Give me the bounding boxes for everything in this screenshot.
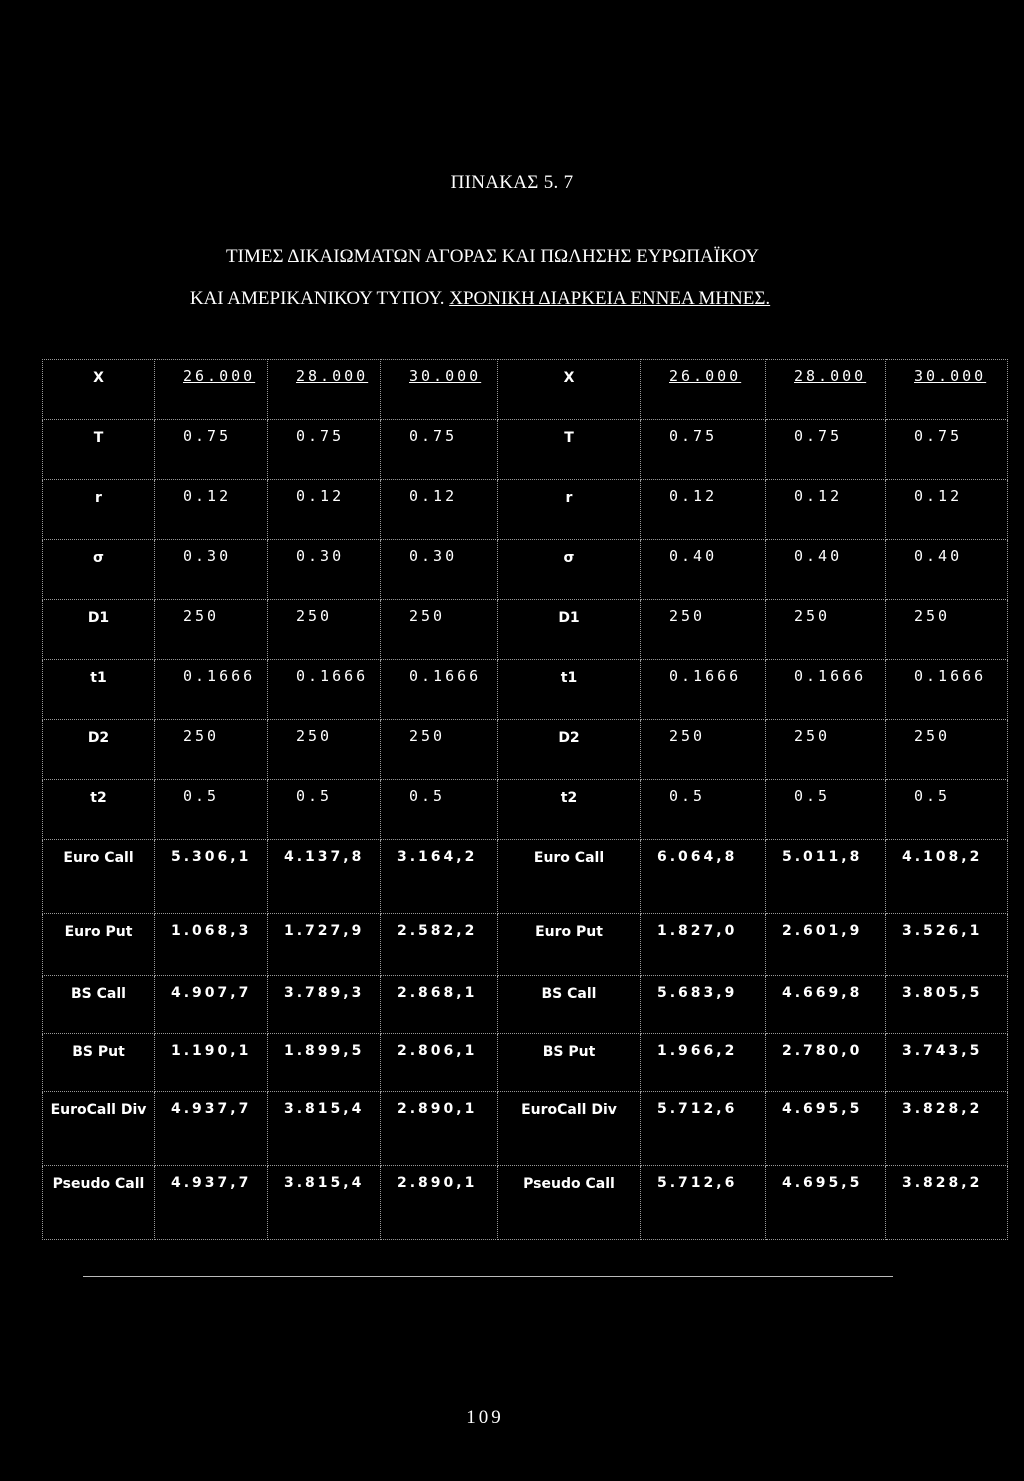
- row-label-right: t2: [498, 780, 641, 840]
- table-cell: 0.1666: [268, 660, 381, 720]
- row-label-right: EuroCall Div: [498, 1092, 641, 1166]
- table-cell: 0.40: [641, 540, 766, 600]
- table-cell: 3.815,4: [268, 1166, 381, 1240]
- table-row: [43, 660, 1008, 720]
- table-cell: 250: [886, 600, 1008, 660]
- table-cell: 0.5: [641, 780, 766, 840]
- table-cell: 0.75: [268, 420, 381, 480]
- row-label-right: Euro Call: [498, 840, 641, 914]
- table-cell: 0.5: [268, 780, 381, 840]
- table-cell: 250: [381, 600, 498, 660]
- row-label-left: σ: [43, 540, 155, 600]
- table-cell: 0.40: [886, 540, 1008, 600]
- table-cell: 2.780,0: [766, 1034, 886, 1092]
- table-cell: 3.164,2: [381, 840, 498, 914]
- table-cell: 0.1666: [766, 660, 886, 720]
- table-row: [43, 720, 1008, 780]
- table-cell: 2.806,1: [381, 1034, 498, 1092]
- table-cell: 1.068,3: [155, 914, 268, 976]
- table-cell: 3.828,2: [886, 1166, 1008, 1240]
- table-cell: 3.828,2: [886, 1092, 1008, 1166]
- table-cell: 4.937,7: [155, 1166, 268, 1240]
- row-label-right: X: [498, 360, 641, 420]
- row-label-left: Euro Call: [43, 840, 155, 914]
- row-label-left: EuroCall Div: [43, 1092, 155, 1166]
- table-row: [43, 1034, 1008, 1092]
- row-label-right: σ: [498, 540, 641, 600]
- table-row: [43, 780, 1008, 840]
- table-cell: 250: [766, 600, 886, 660]
- table-cell: 5.683,9: [641, 976, 766, 1034]
- table-cell: 4.108,2: [886, 840, 1008, 914]
- table-cell: 4.695,5: [766, 1092, 886, 1166]
- table-cell: 0.30: [155, 540, 268, 600]
- table-cell: 28.000: [268, 360, 381, 420]
- table-cell: 0.12: [381, 480, 498, 540]
- table-cell: 5.306,1: [155, 840, 268, 914]
- table-cell: 3.789,3: [268, 976, 381, 1034]
- table-cell: 1.899,5: [268, 1034, 381, 1092]
- table-cell: 0.5: [766, 780, 886, 840]
- table-cell: 0.75: [641, 420, 766, 480]
- table-cell: 0.5: [886, 780, 1008, 840]
- table-cell: 250: [268, 600, 381, 660]
- table-cell: 0.1666: [155, 660, 268, 720]
- table-cell: 0.1666: [381, 660, 498, 720]
- table-cell: 0.40: [766, 540, 886, 600]
- table-row: [43, 1166, 1008, 1240]
- row-label-left: t2: [43, 780, 155, 840]
- table-cell: 4.669,8: [766, 976, 886, 1034]
- row-label-right: BS Put: [498, 1034, 641, 1092]
- table-cell: 0.12: [641, 480, 766, 540]
- table-cell: 0.12: [766, 480, 886, 540]
- table-row: [43, 914, 1008, 976]
- table-cell: 0.5: [155, 780, 268, 840]
- row-label-right: Euro Put: [498, 914, 641, 976]
- row-label-right: D1: [498, 600, 641, 660]
- table-cell: 4.937,7: [155, 1092, 268, 1166]
- table-cell: 0.30: [268, 540, 381, 600]
- table-subtitle-line1: ΤΙΜΕΣ ΔΙΚΑΙΩΜΑΤΩΝ ΑΓΟΡΑΣ ΚΑΙ ΠΩΛΗΣΗΣ ΕΥΡΩΠΑΪΚΟΥ: [226, 246, 759, 267]
- table-cell: 5.712,6: [641, 1092, 766, 1166]
- row-label-left: T: [43, 420, 155, 480]
- subtitle-plain-part: ΚΑΙ ΑΜΕΡΙΚΑΝΙΚΟΥ ΤΥΠΟΥ.: [189, 288, 445, 309]
- row-label-right: T: [498, 420, 641, 480]
- table-cell: 3.805,5: [886, 976, 1008, 1034]
- table-cell: 1.966,2: [641, 1034, 766, 1092]
- table-row: [43, 420, 1008, 480]
- table-row: [43, 540, 1008, 600]
- table-cell: 4.907,7: [155, 976, 268, 1034]
- table-cell: 250: [381, 720, 498, 780]
- table-row: [43, 1092, 1008, 1166]
- table-cell: 0.12: [155, 480, 268, 540]
- table-cell: 1.827,0: [641, 914, 766, 976]
- table-row: [43, 840, 1008, 914]
- row-label-left: r: [43, 480, 155, 540]
- row-label-left: D2: [43, 720, 155, 780]
- row-label-right: t1: [498, 660, 641, 720]
- row-label-right: Pseudo Call: [498, 1166, 641, 1240]
- table-cell: 4.137,8: [268, 840, 381, 914]
- row-label-left: X: [43, 360, 155, 420]
- table-cell: 28.000: [766, 360, 886, 420]
- table-row: [43, 480, 1008, 540]
- table-cell: 2.868,1: [381, 976, 498, 1034]
- table-cell: 250: [155, 720, 268, 780]
- table-cell: 0.75: [381, 420, 498, 480]
- table-cell: 0.5: [381, 780, 498, 840]
- table-cell: 0.75: [886, 420, 1008, 480]
- subtitle-underlined-part: ΧΡΟΝΙΚΗ ΔΙΑΡΚΕΙΑ ΕΝΝΕΑ ΜΗΝΕΣ.: [449, 288, 771, 309]
- table-cell: 26.000: [155, 360, 268, 420]
- table-row: [43, 600, 1008, 660]
- table-cell: 2.601,9: [766, 914, 886, 976]
- page-number: 109: [466, 1407, 504, 1428]
- table-cell: 0.75: [766, 420, 886, 480]
- table-cell: 5.011,8: [766, 840, 886, 914]
- table-cell: 6.064,8: [641, 840, 766, 914]
- table-cell: 0.75: [155, 420, 268, 480]
- table-cell: 2.582,2: [381, 914, 498, 976]
- table-cell: 30.000: [381, 360, 498, 420]
- table-cell: 250: [155, 600, 268, 660]
- footer-rule: [83, 1276, 893, 1277]
- table-cell: 3.815,4: [268, 1092, 381, 1166]
- table-cell: 1.727,9: [268, 914, 381, 976]
- table-cell: 250: [766, 720, 886, 780]
- row-label-left: Euro Put: [43, 914, 155, 976]
- row-label-left: t1: [43, 660, 155, 720]
- row-label-right: BS Call: [498, 976, 641, 1034]
- table-cell: 250: [641, 600, 766, 660]
- table-cell: 2.890,1: [381, 1166, 498, 1240]
- table-cell: 0.1666: [886, 660, 1008, 720]
- table-cell: 2.890,1: [381, 1092, 498, 1166]
- table-cell: 250: [886, 720, 1008, 780]
- row-label-left: BS Call: [43, 976, 155, 1034]
- table-subtitle-line2: [0, 288, 960, 310]
- table-cell: 0.12: [268, 480, 381, 540]
- row-label-left: Pseudo Call: [43, 1166, 155, 1240]
- table-cell: 5.712,6: [641, 1166, 766, 1240]
- row-label-right: D2: [498, 720, 641, 780]
- table-cell: 1.190,1: [155, 1034, 268, 1092]
- table-cell: 0.12: [886, 480, 1008, 540]
- table-row: [43, 976, 1008, 1034]
- table-row: [43, 360, 1008, 420]
- table-cell: 0.30: [381, 540, 498, 600]
- table-cell: 4.695,5: [766, 1166, 886, 1240]
- table-title: ΠΙΝΑΚΑΣ 5. 7: [450, 172, 574, 193]
- row-label-left: D1: [43, 600, 155, 660]
- table-cell: 0.1666: [641, 660, 766, 720]
- option-prices-table: [42, 359, 1008, 1240]
- table-cell: 30.000: [886, 360, 1008, 420]
- row-label-right: r: [498, 480, 641, 540]
- table-cell: 3.743,5: [886, 1034, 1008, 1092]
- table-cell: 250: [268, 720, 381, 780]
- table-cell: 3.526,1: [886, 914, 1008, 976]
- row-label-left: BS Put: [43, 1034, 155, 1092]
- table-cell: 250: [641, 720, 766, 780]
- table-cell: 26.000: [641, 360, 766, 420]
